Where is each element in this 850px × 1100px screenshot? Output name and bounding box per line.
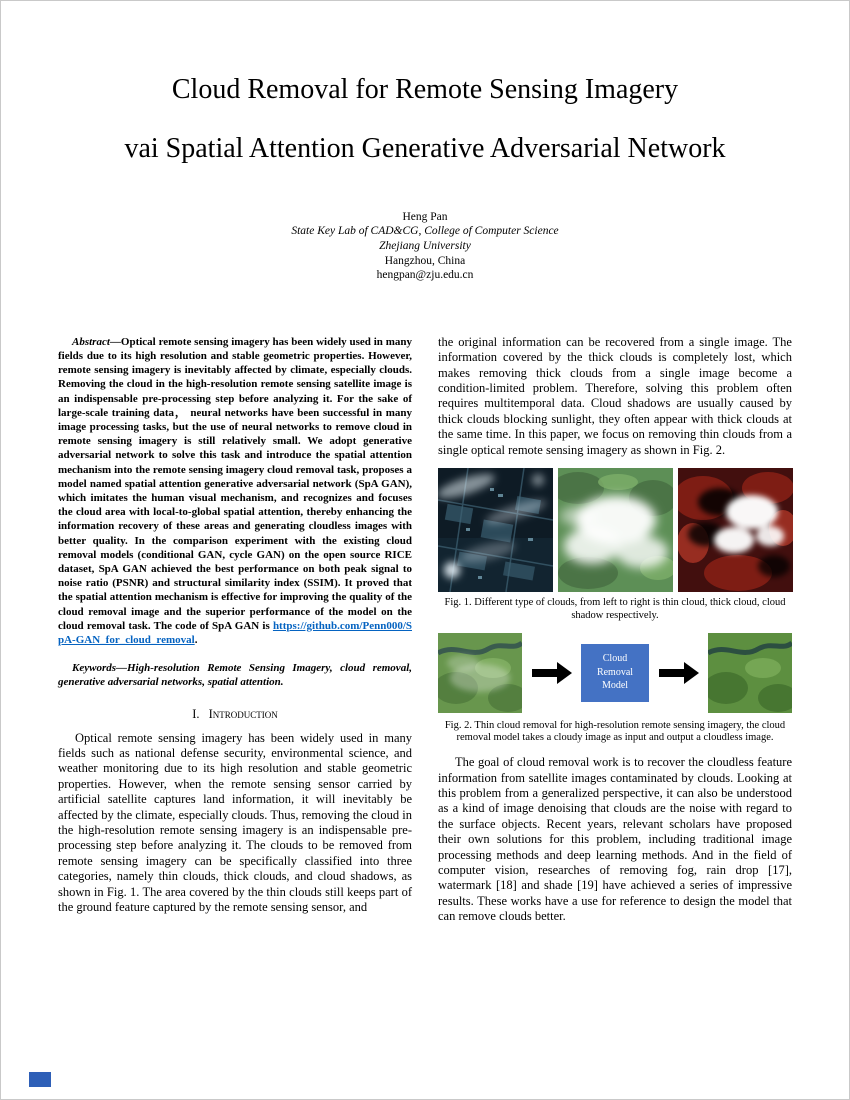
abstract-label: Abstract (72, 335, 110, 348)
intro-paragraph-2: The goal of cloud removal work is to recover the cloudless feature information from satellite images contaminated by clouds. Looking at this problem from a generalized perspective, it can also be understood as a kind of image denoising that clouds are the noise with regard to the surface objects. Recent years, relevant scholars have proposed their own solutions for this problem, including traditional image processing methods and deep learning methods. And in the field of computer vision, researches of removing fog, rain drop [17], watermark [18] and shade [19] have achieved a series of impressive results. These works have a use for reference to design the model that can remove clouds better. (438, 755, 792, 924)
keywords-label: Keywords (72, 662, 116, 675)
fig2-output-image (708, 633, 792, 713)
author-affiliation-3: Hangzhou, China (384, 254, 466, 267)
left-column (58, 335, 412, 925)
fig2-input-image (438, 633, 522, 713)
intro-paragraph-1-continued: the original information can be recovered from a single image. The information covered by the thick clouds is completely lost, which makes removing thick clouds from a single image become a condition-limited problem. Therefore, solving this problem often requires multitemporal data. Cloud shadows are usually caused by thick clouds blocking sunlight, they often appear with thick clouds at the same time. In this paper, we focus on removing thin clouds from a single optical remote sensing imagery as shown in Fig. 2. (438, 334, 792, 457)
author-email: hengpan@zju.edu.cn (376, 269, 474, 282)
section-1-heading (58, 707, 412, 722)
author-affiliation-1: State Key Lab of CAD&CG, College of Computer Science (291, 225, 559, 238)
fig1-cloud-shadow-image (678, 468, 793, 592)
author-affiliation-2: Zhejiang University (379, 239, 471, 252)
two-column-body (58, 335, 792, 925)
figure-2-caption: Fig. 2. Thin cloud removal for high-resolution remote sensing imagery, the cloud removal model takes a cloudy image as input and output a cloudless image. (444, 719, 786, 744)
arrow-right-icon (658, 661, 700, 685)
figure-1-caption: Fig. 1. Different type of clouds, from left to right is thin cloud, thick cloud, cloud shadow respectively. (444, 597, 786, 621)
cloud-removal-model-box (581, 644, 649, 702)
arrow-right-icon (531, 661, 573, 685)
abstract-body: Optical remote sensing imagery has been widely used in many fields due to its high resolution and stable geometric properties. However, remote sensing imagery is inevitably affected by climate, especially clouds. Removing the cloud in the high-resolution remote sensing satellite image is an indispensable pre-processing step before analyzing it. For the sake of large-scale training data， neural networks have been successful in many image processing tasks, but the use of neural networks to remove cloud in remote sensing imagery is still relatively small. We adopt generative adversarial network to solve this task and introduce the spatial attention mechanism into the remote sensing imagery cloud removal task, proposes a model named spatial attention generative adversarial network (SpA GAN), which imitates the human visual mechanism, and recognizes and focuses the cloud area with local-to-global spatial attention, thereby enhancing the information recovery of these areas and generating cloudless images with better quality. In the comparison experiment with the existing cloud removal models (conditional GAN, cycle GAN) on the open source RICE dataset, SpA GAN achieved the best performance on both peak signal to noise ratio (PSNR) and structural similarity index (SSIM). It proved that the spatial attention mechanism is effective for improving the quality of the cloud removal image and the superior performance of the model on the cloud removal task. The code of SpA GAN is (58, 335, 412, 632)
keywords-paragraph (58, 661, 412, 689)
paper-title-line-1: Cloud Removal for Remote Sensing Imagery (171, 74, 679, 105)
figure-1-images (438, 468, 792, 592)
page-bottom-artifact (29, 1072, 51, 1087)
section-1-title: Introduction (208, 706, 278, 721)
author-block (58, 210, 792, 283)
paper-title (58, 75, 792, 164)
right-column (438, 335, 792, 925)
section-1-number: I. (192, 706, 200, 721)
abstract-period: . (194, 634, 198, 647)
author-name: Heng Pan (402, 210, 448, 223)
figure-2 (438, 633, 792, 746)
figure-1 (438, 468, 792, 623)
github-link[interactable]: https://github.com/Penn000/SpA-GAN_for_cloud_removal (58, 619, 412, 647)
paper-title-line-2: vai Spatial Attention Generative Adversarial Network (124, 133, 726, 165)
cloud-removal-model-label: Cloud Removal Model (596, 653, 634, 692)
abstract-dash: — (109, 335, 121, 348)
fig1-thin-cloud-image (438, 468, 553, 592)
keywords-text: —High-resolution Remote Sensing Imagery, cloud removal, generative adversarial networks, spatial attention. (58, 662, 412, 689)
figure-2-diagram (438, 633, 792, 713)
abstract-paragraph (58, 335, 412, 647)
intro-paragraph-1: Optical remote sensing imagery has been widely used in many fields such as national defense security, environmental science, and weather monitoring due to its high resolution and stable geometric properties. However, when the remote sensing sensor carried by artificial satellite captures land information, it will inevitably be affected by the climate, especially clouds. Thus, removing the cloud in the high-resolution remote sensing imagery is an indispensable pre-processing step before analyzing it. The clouds to be removed from remote sensing imagery can be specifically classified into three categories, namely thin clouds, thick clouds, and cloud shadows, as shown in Fig. 1. The area covered by the thin clouds still keeps part of the ground feature captured by the remote sensing sensor, and (58, 730, 412, 915)
fig1-thick-cloud-image (558, 468, 673, 592)
